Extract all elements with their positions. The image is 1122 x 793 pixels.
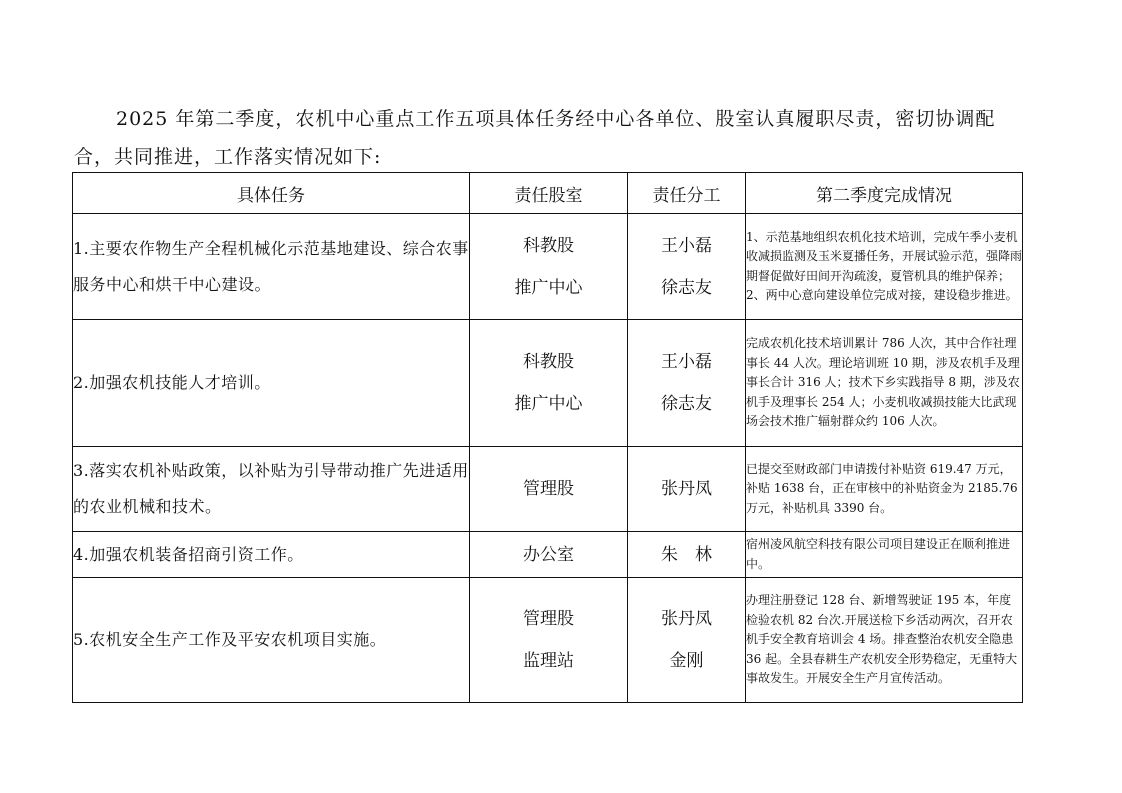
header-department: 责任股室 xyxy=(470,173,628,214)
person-name: 张丹凤 xyxy=(661,609,712,629)
department-name: 科教股 xyxy=(523,352,574,372)
task-cell: 4.加强农机装备招商引资工作。 xyxy=(73,532,470,578)
task-cell: 2.加强农机技能人才培训。 xyxy=(73,320,470,447)
status-cell: 办理注册登记 128 台、新增驾驶证 195 本，年度检验农机 82 台次.开展送检下乡活动两次，召开农机手安全教育培训会 4 场。排查整治农机安全隐患 36 起。全县春耕生产农机安全形势稳定，无重特大事故发生。开展安全生产月宣传活动。 xyxy=(746,578,1023,703)
person-cell xyxy=(628,532,746,578)
person-name: 金刚 xyxy=(669,651,704,671)
department-name: 监理站 xyxy=(523,651,574,671)
department-name: 推广中心 xyxy=(514,394,583,414)
person-name: 王小磊 xyxy=(661,352,712,372)
task-cell: 3.落实农机补贴政策，以补贴为引导带动推广先进适用的农业机械和技术。 xyxy=(73,447,470,532)
person-name: 徐志友 xyxy=(661,277,712,298)
department-cell xyxy=(470,320,628,447)
header-status: 第二季度完成情况 xyxy=(746,173,1023,214)
table-row xyxy=(73,578,1023,703)
department-name: 办公室 xyxy=(523,544,574,565)
task-cell: 5.农机安全生产工作及平安农机项目实施。 xyxy=(73,578,470,703)
department-name: 推广中心 xyxy=(514,277,583,298)
status-cell: 已提交至财政部门申请拨付补贴资 619.47 万元，补贴 1638 台，正在审核中的补贴资金为 2185.76 万元，补贴机具 3390 台。 xyxy=(746,447,1023,532)
department-cell xyxy=(470,532,628,578)
table-header-row xyxy=(73,173,1023,214)
person-cell xyxy=(628,447,746,532)
person-name: 朱 林 xyxy=(661,544,712,565)
status-cell: 1、示范基地组织农机化技术培训，完成午季小麦机收减损监测及玉米夏播任务，开展试验示范，强降雨期督促做好田间开沟疏浚，夏管机具的维护保养；2、两中心意向建设单位完成对接，建设稳步推进。 xyxy=(746,214,1023,320)
person-name: 王小磊 xyxy=(661,235,712,256)
person-cell xyxy=(628,578,746,703)
department-cell xyxy=(470,214,628,320)
person-cell xyxy=(628,320,746,447)
person-name: 徐志友 xyxy=(661,394,712,414)
department-cell xyxy=(470,447,628,532)
header-task: 具体任务 xyxy=(73,173,470,214)
table-row xyxy=(73,214,1023,320)
status-cell: 宿州凌风航空科技有限公司项目建设正在顺利推进中。 xyxy=(746,532,1023,578)
department-name: 管理股 xyxy=(523,479,574,499)
department-name: 科教股 xyxy=(523,235,574,256)
person-name: 张丹凤 xyxy=(661,479,712,499)
task-cell: 1.主要农作物生产全程机械化示范基地建设、综合农事服务中心和烘干中心建设。 xyxy=(73,214,470,320)
task-table xyxy=(72,172,1023,703)
table-row xyxy=(73,532,1023,578)
person-cell xyxy=(628,214,746,320)
department-cell xyxy=(470,578,628,703)
status-cell: 完成农机化技术培训累计 786 人次，其中合作社理事长 44 人次。理论培训班 10 期，涉及农机手及理事长合计 316 人；技术下乡实践指导 8 期，涉及农机手及理事长 254 人；小麦机收减损技能大比武现场会技术推广辐射群众约 106 人次。 xyxy=(746,320,1023,447)
intro-paragraph: 2025 年第二季度，农机中心重点工作五项具体任务经中心各单位、股室认真履职尽责，密切协调配合，共同推进，工作落实情况如下: xyxy=(74,108,996,168)
table-row xyxy=(73,320,1023,447)
table-row xyxy=(73,447,1023,532)
department-name: 管理股 xyxy=(523,609,574,629)
header-person: 责任分工 xyxy=(628,173,746,214)
